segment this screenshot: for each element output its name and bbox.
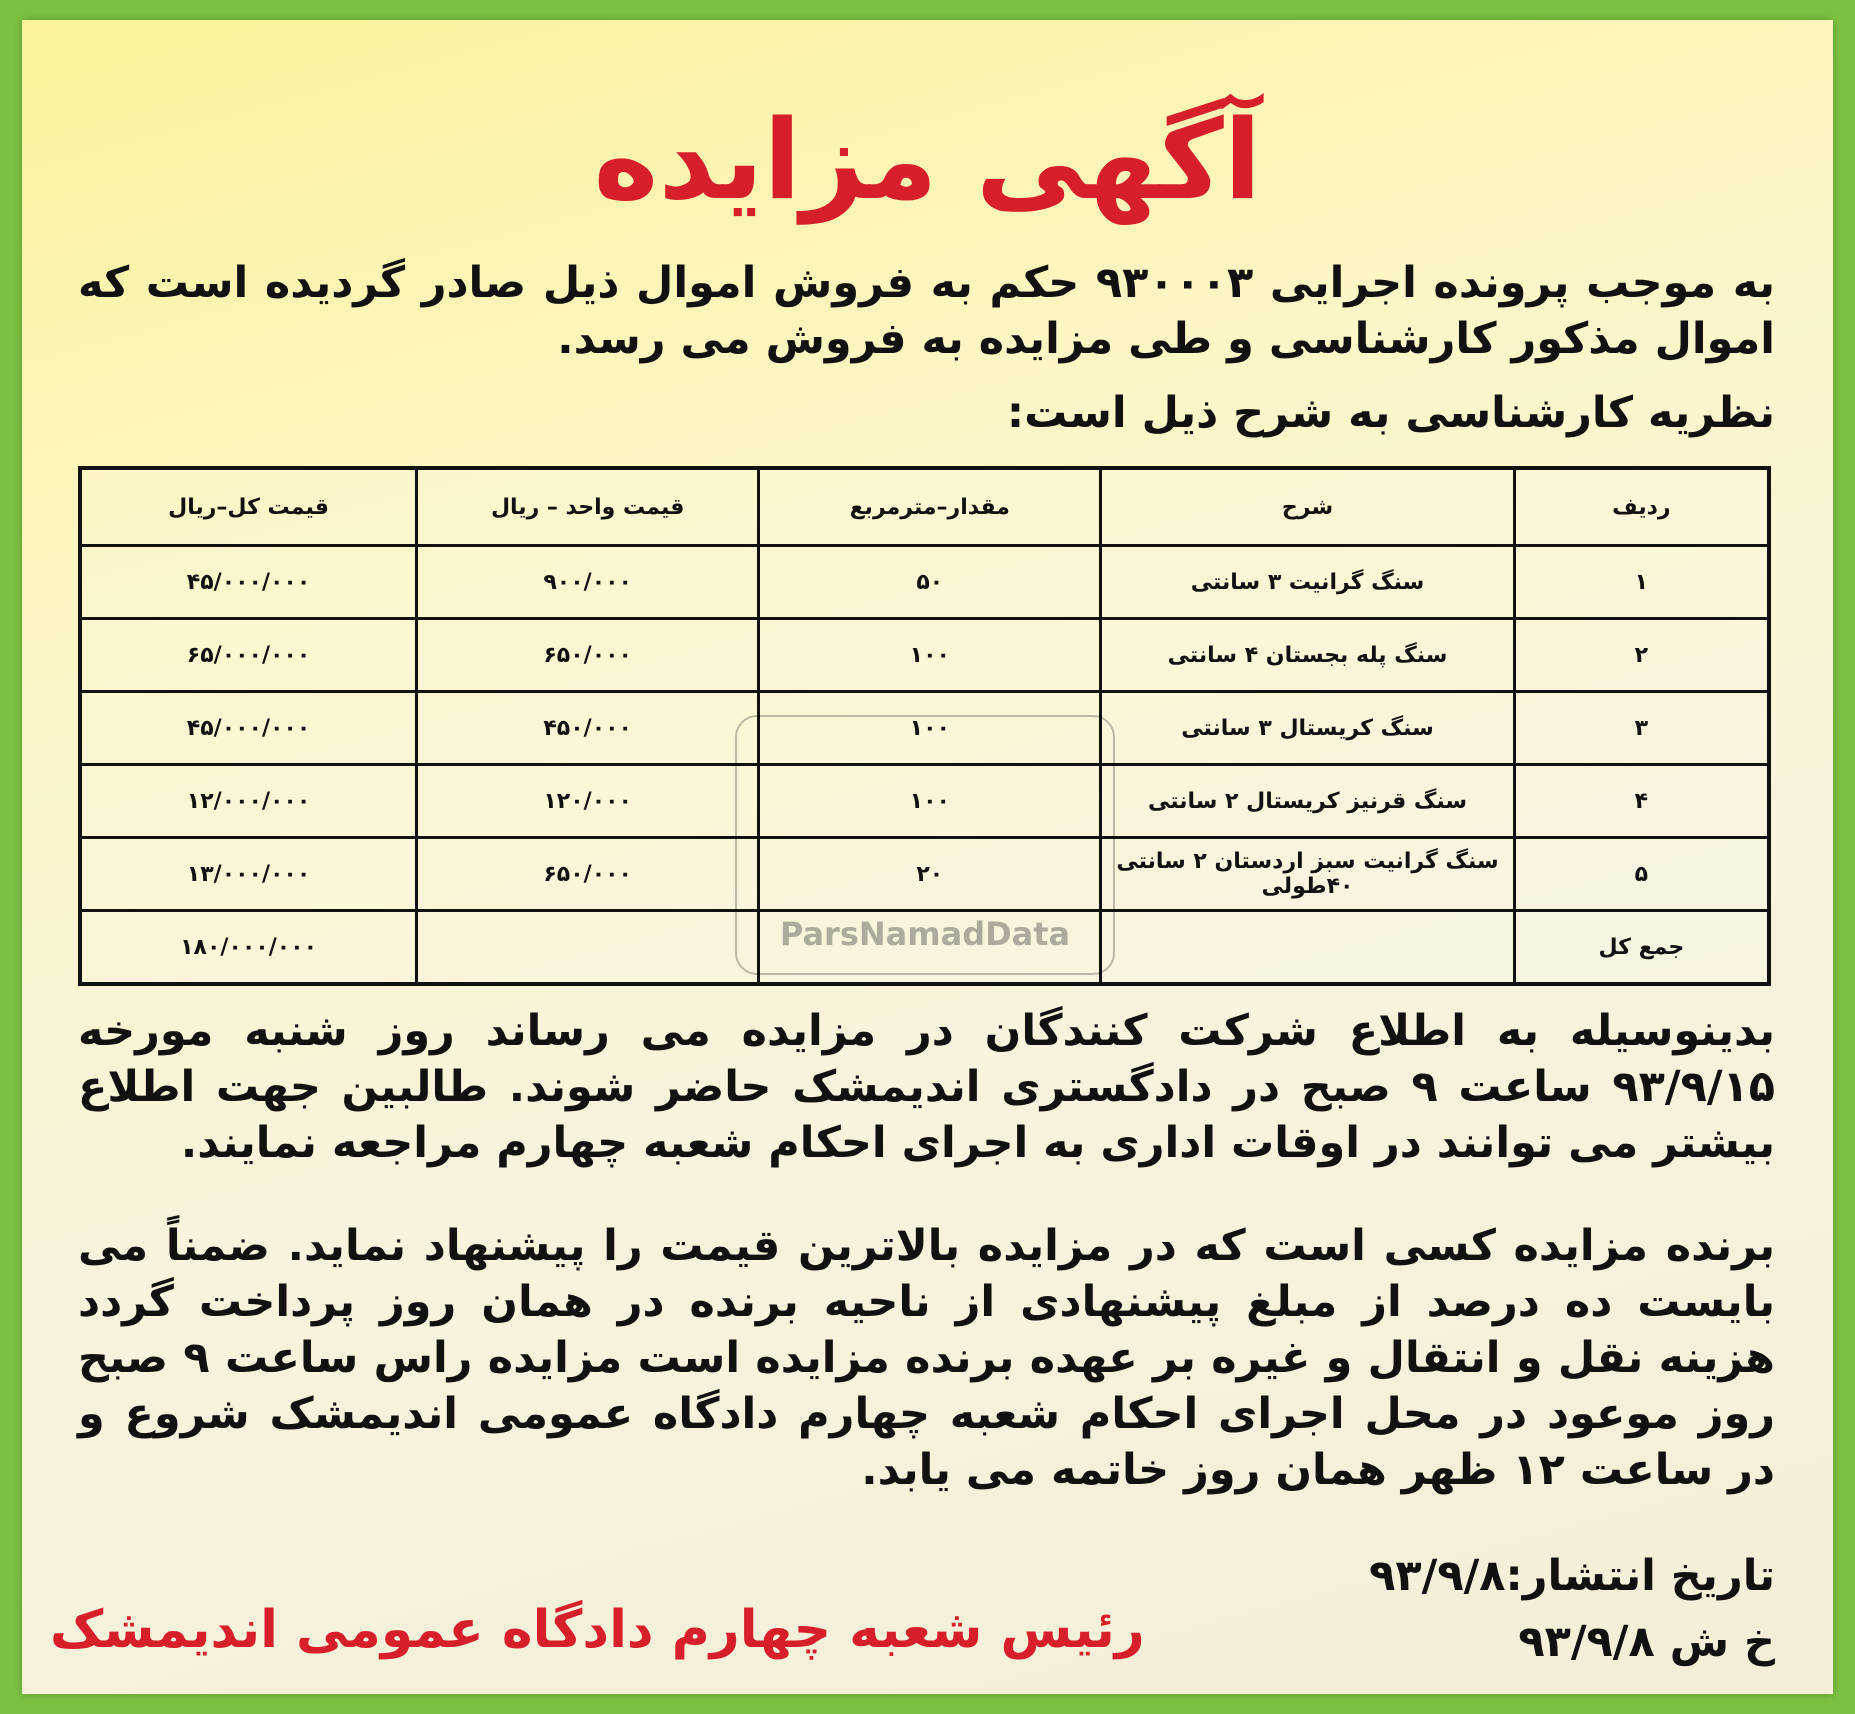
header-total-price: قیمت کل–ریال — [80, 468, 417, 546]
cell-unit-price: ۹۰۰/۰۰۰ — [417, 546, 759, 619]
cell-description: سنگ پله بجستان ۴ سانتی — [1101, 619, 1514, 692]
cell-empty — [1101, 911, 1514, 985]
cell-unit-price: ۴۵۰/۰۰۰ — [417, 692, 759, 765]
publication-date: تاریخ انتشار:۹۳/۹/۸ — [1369, 1551, 1775, 1601]
cell-total-price: ۴۵/۰۰۰/۰۰۰ — [80, 692, 417, 765]
cell-grand-total: ۱۸۰/۰۰۰/۰۰۰ — [80, 911, 417, 985]
cell-total-price: ۱۲/۰۰۰/۰۰۰ — [80, 765, 417, 838]
header-row-number: ردیف — [1514, 468, 1769, 546]
cell-quantity: ۱۰۰ — [759, 765, 1101, 838]
cell-row-number: ۵ — [1514, 838, 1769, 911]
header-unit-price: قیمت واحد – ریال — [417, 468, 759, 546]
cell-unit-price: ۶۵۰/۰۰۰ — [417, 619, 759, 692]
cell-row-number: ۳ — [1514, 692, 1769, 765]
cell-total-label: جمع کل — [1514, 911, 1769, 985]
cell-quantity: ۵۰ — [759, 546, 1101, 619]
header-description: شرح — [1101, 468, 1514, 546]
cell-unit-price: ۶۵۰/۰۰۰ — [417, 838, 759, 911]
cell-total-price: ۴۵/۰۰۰/۰۰۰ — [80, 546, 417, 619]
notice-title: آگهی مزایده — [593, 96, 1262, 224]
watermark-stamp: ParsNamadData — [735, 715, 1115, 975]
cell-row-number: ۴ — [1514, 765, 1769, 838]
terms-paragraph: برنده مزایده کسی است که در مزایده بالاترین قیمت را پیشنهاد نماید. ضمناً می بایست ده درصد از مبلغ پیشنهادی از ناحیه برنده در همان روز پرداخت گردد هزینه نقل و انتقال و غیره بر عهده برنده مزایده است مزایده راس ساعت ۹ صبح روز موعود در محل اجرای احکام شعبه چهارم دادگاه عمومی اندیمشک شروع و در ساعت ۱۲ ظهر همان روز خاتمه می یابد. — [78, 1221, 1775, 1495]
cell-row-number: ۱ — [1514, 546, 1769, 619]
table-header-row — [80, 468, 1769, 546]
cell-total-price: ۶۵/۰۰۰/۰۰۰ — [80, 619, 417, 692]
cell-description: سنگ کریستال ۳ سانتی — [1101, 692, 1514, 765]
cell-quantity: ۱۰۰ — [759, 692, 1101, 765]
cell-unit-price: ۱۲۰/۰۰۰ — [417, 765, 759, 838]
signature-title: رئیس شعبه چهارم دادگاه عمومی اندیمشک — [50, 1600, 1145, 1660]
table-row — [80, 546, 1769, 619]
attendance-paragraph: بدینوسیله به اطلاع شرکت کنندگان در مزایده می رساند روز شنبه مورخه ۹۳/۹/۱۵ ساعت ۹ صبح در دادگستری اندیمشک حاضر شوند. طالبین جهت اطلاع بیشتر می توانند در اوقات اداری به اجرای احکام شعبه چهارم مراجعه نمایند. — [78, 1006, 1776, 1168]
cell-quantity: ۱۰۰ — [759, 619, 1101, 692]
table-row — [80, 619, 1769, 692]
cell-quantity: ۲۰ — [759, 838, 1101, 911]
cell-description: سنگ قرنیز کریستال ۲ سانتی — [1101, 765, 1514, 838]
intro-line2: نظریه کارشناسی به شرح ذیل است: — [1006, 388, 1775, 438]
cell-description: سنگ گرانیت سبز اردستان ۲ سانتی ۴۰طولی — [1101, 838, 1514, 911]
header-quantity: مقدار–مترمربع — [759, 468, 1101, 546]
kh-sh-code: خ ش ۹۳/۹/۸ — [1518, 1617, 1775, 1667]
cell-empty — [417, 911, 759, 985]
cell-total-price: ۱۳/۰۰۰/۰۰۰ — [80, 838, 417, 911]
intro-text: به موجب پرونده اجرایی ۹۳۰۰۰۳ حکم به فروش اموال ذیل صادر گردیده است که اموال مذکور کارشناسی و طی مزایده به فروش می رسد. — [78, 258, 1775, 364]
cell-row-number: ۲ — [1514, 619, 1769, 692]
cell-description: سنگ گرانیت ۳ سانتی — [1101, 546, 1514, 619]
